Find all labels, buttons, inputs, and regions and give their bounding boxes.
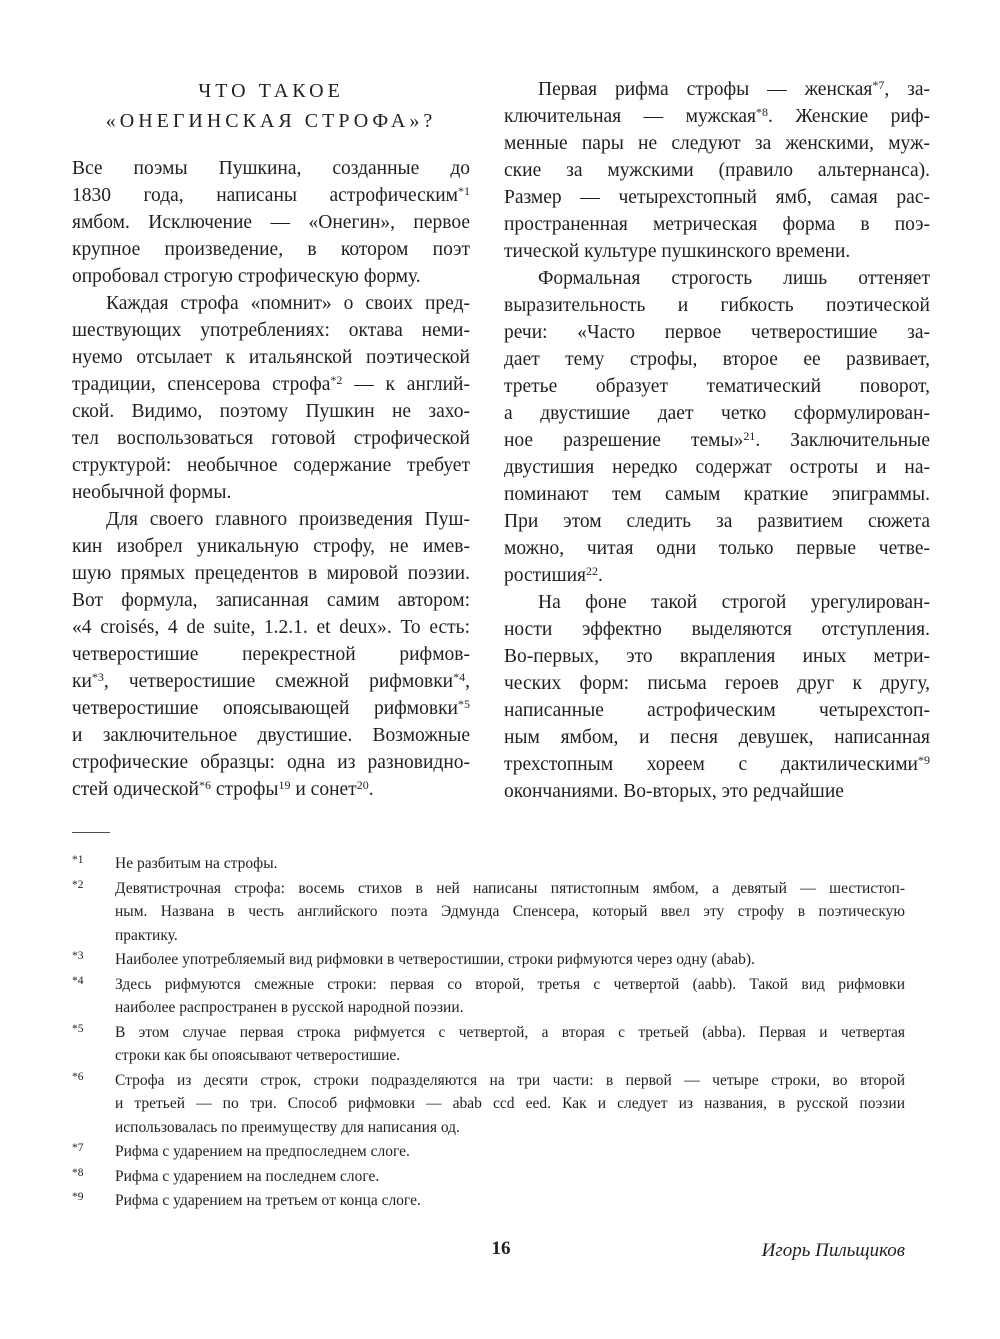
footnote-line: использовалась по преимуществу для написания од. (115, 1118, 460, 1136)
footnote-reference: *6 (198, 778, 211, 792)
footnote-line: строки как бы опоясывают четверостишие. (115, 1047, 401, 1064)
footnote-marker: *4 (72, 974, 84, 987)
footnote-item (72, 948, 905, 972)
page-number: 16 (491, 1238, 511, 1259)
title-line-2: «ОНЕГИНСКАЯ СТРОФА»? (105, 110, 437, 132)
text-line: а двустишие дает четко сформулирован- (504, 403, 930, 424)
text-line: дает тему строфы, второе ее развивает, (504, 349, 930, 370)
footnote-marker: *9 (72, 1191, 84, 1203)
text-line: структурой: необычное содержание требует (72, 455, 470, 476)
text-line: крупное произведение, в котором поэт (72, 239, 470, 260)
footnote-text (115, 1140, 905, 1164)
footnote-text (115, 948, 905, 972)
left-column (72, 76, 470, 805)
footnote-reference: 20 (356, 778, 369, 792)
footnote-text (115, 973, 905, 1020)
text-line: трехстопным хореем с дактилическими$^{*9}$ (504, 753, 930, 775)
footnote-marker: *2 (72, 878, 84, 891)
text-line: $ки^{*3}$, четверостишие смежной рифмовки$^{*4}$, (72, 670, 470, 692)
footnote-line: Строфа из десяти строк, строки подразделяются на три части: в первой — четыре строки, во второй (115, 1071, 905, 1089)
footnote-text (115, 877, 905, 948)
text-line: ростишия$^{22}$. (504, 564, 603, 586)
right-column (504, 76, 930, 805)
text-line: Все поэмы Пушкина, созданные до (72, 158, 470, 179)
footnote-text (115, 1165, 905, 1189)
text-line: пространенная метрическая форма в поэ- (504, 214, 930, 235)
text-line: Во-первых, это вкрапления иных метри- (504, 646, 930, 667)
text-line: поминают тем самым краткие эпиграммы. (504, 484, 930, 505)
text-line: написанные астрофическим четырехстоп- (504, 700, 930, 721)
footnote-line: Не разбитым на строфы. (115, 855, 278, 872)
text-line: Для своего главного произведения Пуш- (106, 509, 470, 530)
footnote-line: Девятистрочная строфа: восемь стихов в ней написаны пятистопным ямбом, а девятый — шестистоп- (115, 879, 905, 897)
text-line: Первая рифма строфы — женская$^{*7}$, за- (538, 78, 930, 100)
footnote-reference: 19 (278, 778, 291, 792)
text-line: кин изобрел уникальную строфу, не имев- (72, 536, 470, 557)
text-line: Вот формула, записанная самим автором: (72, 590, 470, 611)
text-line: традиции, спенсерова строфа$^{*2}$ — к англий- (72, 373, 470, 395)
footnote-reference: *7 (872, 78, 885, 92)
text-line: нуемо отсылает к итальянской поэтической (72, 347, 470, 368)
text-line: ключительная — мужская$^{*8}$. Женские риф- (504, 105, 930, 127)
text-line: ности эффектно выделяются отступления. (504, 619, 930, 640)
footnote-line: Здесь рифмуются смежные строки: первая со второй, третья с четвертой (aabb). Такой вид рифмовки (115, 975, 905, 993)
footnote-marker: *3 (72, 950, 84, 962)
footnote-marker: *6 (72, 1070, 84, 1083)
text-line: речи: «Часто первое четверостишие за- (504, 322, 930, 343)
footnote-text (115, 1021, 905, 1068)
text-line: выразительность и гибкость поэтической (504, 295, 930, 316)
footnote-reference: *9 (918, 753, 930, 767)
text-line: четверостишие перекрестной рифмов- (72, 644, 470, 665)
author-name: Игорь Пильщиков (761, 1240, 905, 1261)
text-line: Размер — четырехстопный ямб, самая рас- (504, 187, 930, 208)
text-line: На фоне такой строгой урегулирован- (538, 592, 930, 613)
text-line: можно, читая одни только первые четве- (504, 538, 930, 559)
footnote-reference: *3 (91, 670, 104, 684)
footnote-item (72, 1021, 905, 1068)
text-line: Каждая строфа «помнит» о своих пред- (106, 293, 470, 314)
text-line: четверостишие опоясывающей рифмовки$^{*5}$ (72, 697, 470, 719)
footnote-item (72, 852, 905, 876)
text-line: менные пары не следуют за женскими, муж- (504, 133, 930, 154)
text-line: тической культуре пушкинского времени. (504, 241, 851, 262)
text-line: третье образует тематический поворот, (504, 376, 930, 397)
footnote-reference: *1 (458, 184, 470, 198)
text-line: и заключительное двустишие. Возможные (72, 725, 470, 746)
footnote-item (72, 877, 905, 948)
footnote-reference: 22 (586, 564, 599, 578)
footnote-marker: *1 (72, 854, 84, 866)
page-footer (72, 1238, 930, 1270)
text-line: стей одической$^{*6}$ строфы$^{19}$ и сонет$^{20}$. (72, 778, 374, 800)
footnote-item (72, 973, 905, 1020)
footnote-line: наиболее распространен в русской народной поэзии. (115, 999, 464, 1016)
title-line-1: ЧТО ТАКОЕ (198, 80, 344, 102)
footnote-line: Рифма с ударением на последнем слоге. (115, 1167, 380, 1185)
footnote-reference: *2 (330, 373, 343, 387)
footnote-text (115, 1069, 905, 1140)
text-line: При этом следить за развитием сюжета (504, 511, 930, 532)
text-line: тел воспользоваться готовой строфической (72, 428, 470, 449)
footnote-reference: *8 (756, 105, 769, 119)
text-line: необычной формы. (72, 482, 232, 503)
footnote-line: и третьей — по три. Способ рифмовки — abab ccd eed. Как и следует из названия, в русской поэзии (115, 1095, 905, 1112)
footnote-line: практику. (115, 926, 178, 944)
text-line: двустишия нередко содержат остроты и на- (504, 457, 930, 478)
text-line: Формальная строгость лишь оттеняет (538, 268, 930, 289)
right-column-text (504, 76, 930, 805)
footnote-item (72, 1189, 905, 1213)
text-line: шую прямых прецедентов в мировой поэзии. (72, 563, 470, 584)
footnote-marker: *5 (72, 1022, 84, 1035)
text-line: ские за мужскими (правило альтернанса). (504, 160, 930, 181)
footnote-reference: *4 (453, 670, 466, 684)
text-line: ямбом. Исключение — «Онегин», первое (72, 212, 470, 233)
text-line: шествующих употреблениях: октава неми- (72, 320, 470, 341)
footnote-item (72, 1069, 905, 1140)
footnote-text (115, 1189, 905, 1213)
footnote-line: Рифма с ударением на предпоследнем слоге. (115, 1143, 410, 1160)
footnote-item (72, 1165, 905, 1189)
footnote-marker: *7 (72, 1142, 84, 1154)
text-line: ное разрешение темы»$^{21}$. Заключительные (504, 429, 930, 451)
article-title (72, 76, 470, 136)
footnote-item (72, 1140, 905, 1164)
footnote-marker: *8 (72, 1166, 84, 1179)
text-line: ской. Видимо, поэтому Пушкин не захо- (72, 401, 470, 422)
two-column-text (72, 76, 930, 805)
text-line: «4 croisés, 4 de suite, 1.2.1. et deux». То есть: (72, 617, 470, 638)
footnotes-section (72, 852, 905, 1214)
footnote-reference: *5 (458, 697, 470, 711)
text-line: строфические образцы: одна из разновидно- (72, 752, 470, 773)
left-column-text (72, 155, 470, 803)
footnote-text (115, 852, 905, 876)
footnote-line: ным. Названа в честь английского поэта Эдмунда Спенсера, который ввел эту строфу в поэтическую (115, 903, 905, 920)
text-line: ческих форм: письма героев друг к другу, (504, 673, 930, 694)
text-line: окончаниями. Во-вторых, это редчайшие (504, 781, 844, 802)
text-line: 1830 года, написаны астрофическим$^{*1}$ (72, 184, 470, 206)
text-line: опробовал строгую строфическую форму. (72, 266, 421, 287)
footnote-line: Наиболее употребляемый вид рифмовки в четверостишии, строки рифмуются через одну (abab). (115, 951, 755, 968)
footnote-line: Рифма с ударением на третьем от конца слоге. (115, 1192, 421, 1209)
footnote-reference: 21 (743, 429, 756, 443)
footnote-line: В этом случае первая строка рифмуется с четвертой, а вторая с третьей (abba). Первая и четвертая (115, 1023, 905, 1041)
text-line: ным ямбом, и песня девушек, написанная (504, 727, 930, 748)
footnote-separator-rule (72, 832, 110, 833)
